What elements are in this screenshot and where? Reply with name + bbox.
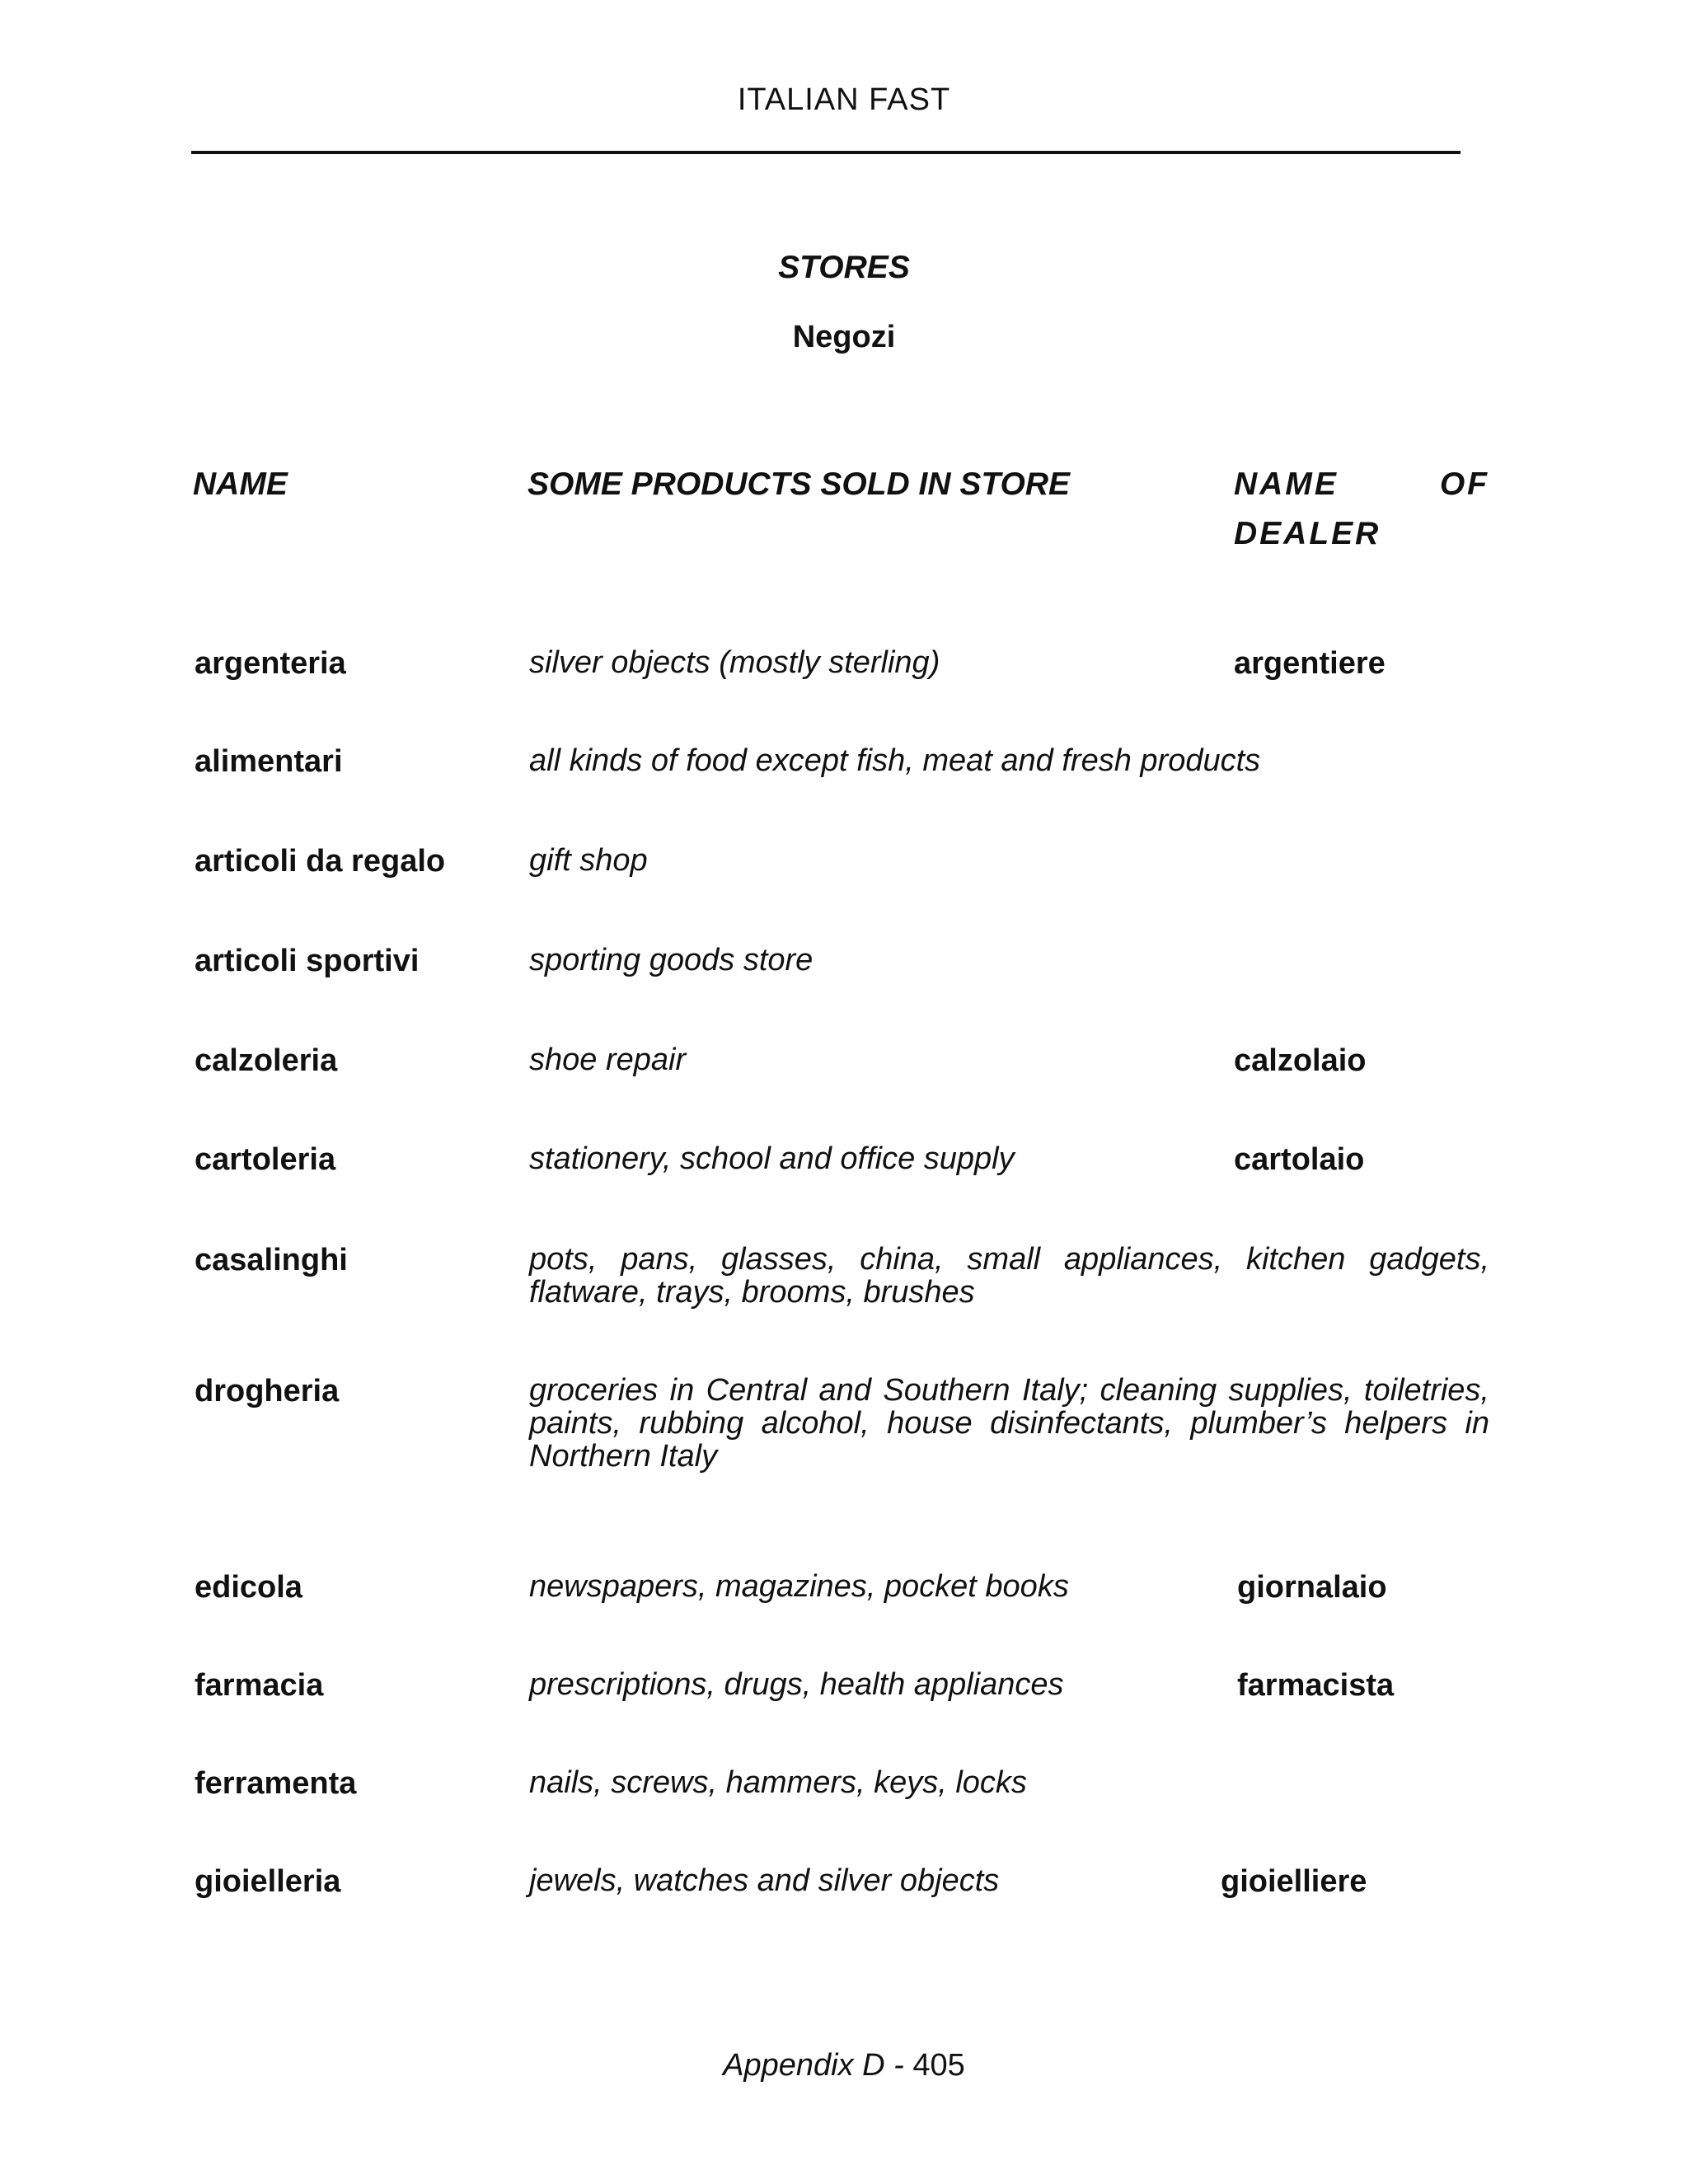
dealer-name: calzolaio — [1234, 1043, 1367, 1078]
page-number: 405 — [912, 2048, 965, 2083]
store-name: argenteria — [195, 646, 346, 681]
store-name: articoli sportivi — [195, 944, 420, 978]
store-products: nails, screws, hammers, keys, locks — [529, 1765, 1027, 1800]
running-head: ITALIAN FAST — [737, 82, 951, 117]
dealer-name: argentiere — [1234, 646, 1386, 681]
store-name: cartoleria — [195, 1142, 336, 1177]
store-name: ferramenta — [195, 1766, 357, 1801]
store-name: articoli da regalo — [195, 844, 446, 879]
column-header-name: NAME — [193, 466, 288, 502]
store-name: alimentari — [195, 744, 343, 779]
store-products: all kinds of food except fish, meat and fresh products — [529, 743, 1261, 778]
column-header-products: SOME PRODUCTS SOLD IN STORE — [528, 466, 1071, 502]
store-products: shoe repair — [529, 1043, 687, 1077]
store-products: groceries in Central and Southern Italy; cleaning supplies, toiletries, paints, rubbing alcohol, house disinfectants, plumber’s helpers in Northern Italy — [529, 1373, 1489, 1474]
store-name: farmacia — [195, 1668, 324, 1703]
section-title: STORES — [778, 250, 910, 285]
store-products: pots, pans, glasses, china, small appliances, kitchen gadgets, flatware, trays, brooms, brushes — [529, 1242, 1489, 1310]
store-products: prescriptions, drugs, health appliances — [529, 1667, 1064, 1702]
store-products: silver objects (mostly sterling) — [529, 645, 940, 680]
store-name: edicola — [195, 1570, 302, 1605]
dealer-name: giornalaio — [1237, 1570, 1387, 1605]
dealer-name: cartolaio — [1234, 1142, 1365, 1177]
store-name: gioielleria — [195, 1864, 341, 1899]
header-rule — [191, 151, 1461, 154]
dealer-name: farmacista — [1237, 1668, 1395, 1703]
store-products: sporting goods store — [529, 943, 814, 977]
page-footer — [0, 2048, 1688, 2083]
section-subtitle: Negozi — [792, 320, 896, 354]
store-products: gift shop — [529, 843, 648, 878]
store-products: jewels, watches and silver objects — [529, 1863, 1000, 1898]
store-products: stationery, school and office supply — [529, 1141, 1015, 1176]
column-header-dealer: NAME OF DEALER — [1234, 466, 1489, 551]
store-name: drogheria — [195, 1374, 340, 1408]
store-products: newspapers, magazines, pocket books — [529, 1569, 1069, 1604]
store-name: calzoleria — [195, 1043, 338, 1078]
dealer-name: gioielliere — [1221, 1864, 1367, 1899]
store-name: casalinghi — [195, 1243, 348, 1277]
footer-label: Appendix D - — [723, 2048, 913, 2083]
